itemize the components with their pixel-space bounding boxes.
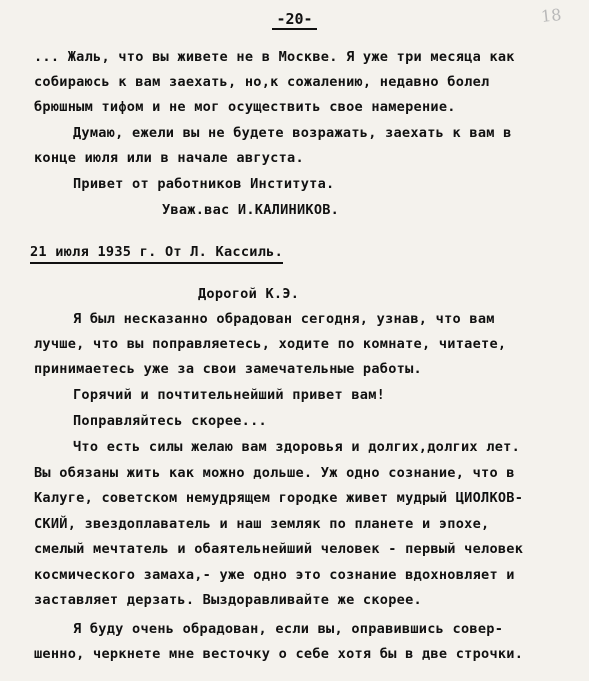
- text-line: смелый мечтатель и обаятельнейший человек - первый человек: [34, 541, 524, 557]
- text-line: Привет от работников Института.: [73, 176, 335, 192]
- text-line: принимаетесь уже за свои замечательные работы.: [34, 361, 422, 377]
- page-number: -20-: [0, 10, 589, 30]
- text-line: собираюсь к вам заехать, но,к сожалению, недавно болел: [34, 74, 490, 90]
- text-line: Вы обязаны жить как можно дольше. Уж одно сознание, что в: [34, 465, 515, 481]
- archive-number: 18: [539, 4, 562, 27]
- text-line: конце июля или в начале августа.: [34, 150, 304, 166]
- text-line: Поправляйтесь скорее...: [73, 413, 267, 429]
- text-line: ... Жаль, что вы живете не в Москве. Я уже три месяца как: [34, 49, 515, 65]
- text-line: Я был несказанно обрадован сегодня, узнав, что вам: [73, 311, 495, 327]
- date-heading: 21 июля 1935 г. От Л. Кассиль.: [30, 243, 283, 264]
- text-line: Думаю, ежели вы не будете возражать, заехать к вам в: [73, 125, 512, 141]
- text-line: шенно, черкнете мне весточку о себе хотя бы в две строчки.: [34, 646, 524, 662]
- greeting: Дорогой К.Э.: [198, 286, 300, 302]
- text-line: Что есть силы желаю вам здоровья и долгих,долгих лет.: [73, 439, 521, 455]
- text-line: СКИЙ, звездоплаватель и наш земляк по планете и эпохе,: [34, 516, 490, 532]
- signature: Уваж.вас И.КАЛИНИКОВ.: [162, 202, 340, 218]
- text-line: Горячий и почтительнейший привет вам!: [73, 387, 386, 403]
- text-line: лучше, что вы поправляетесь, ходите по комнате, читаете,: [34, 336, 507, 352]
- text-line: Я буду очень обрадован, если вы, оправившись совер-: [73, 621, 504, 637]
- text-line: заставляет дерзать. Выздоравливайте же скорее.: [34, 592, 422, 608]
- text-line: брюшным тифом и не мог осуществить свое намерение.: [34, 99, 456, 115]
- text-line: космического замаха,- уже одно это сознание вдохновляет и: [34, 567, 515, 583]
- text-line: Калуге, советском немудрящем городке живет мудрый ЦИОЛКОВ-: [34, 490, 524, 506]
